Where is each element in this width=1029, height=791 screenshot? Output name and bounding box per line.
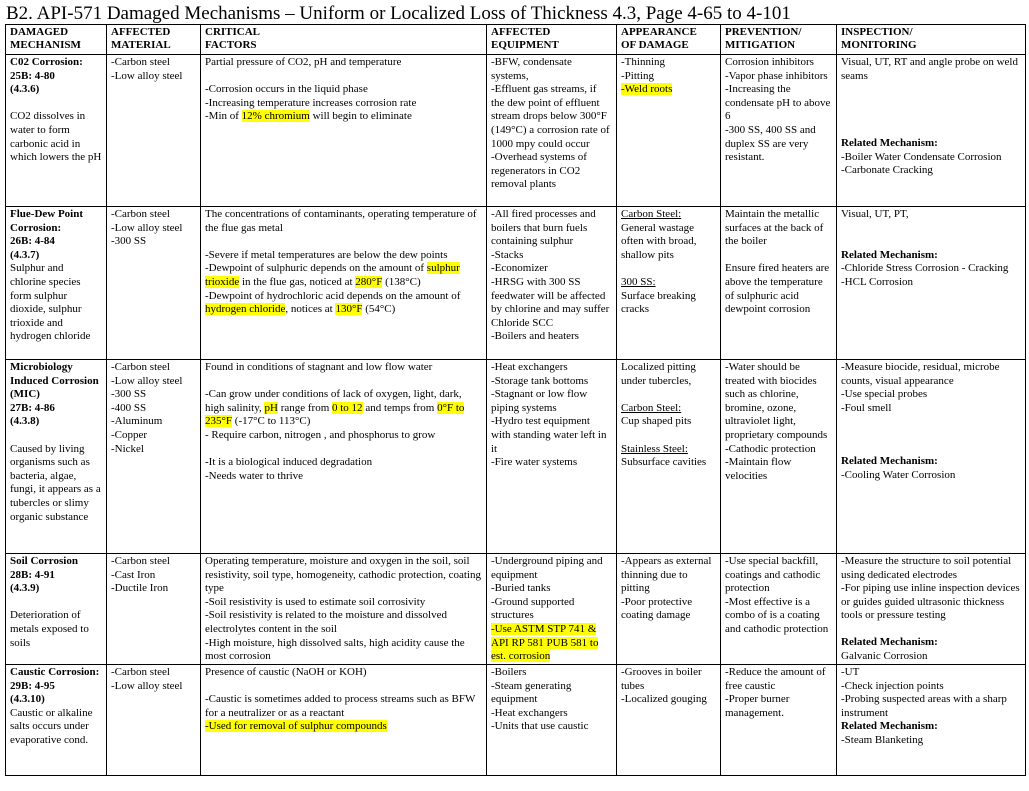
factors-cell: The concentrations of contaminants, operating temperature of the flue gas metal -Severe if metal temperatures are below the dew points -Dewpoint of sulphuric depends on the amount of sulphur trioxide in the flue gas, noticed at 280°F (138°C) -Dewpoint of hydrochloric acid depends on the amount of hydrogen chloride, notices at 130°F (54°C) [201,207,487,360]
inspection-cell: -UT -Check injection points -Probing suspected areas with a sharp instrument Related Mechanism: -Steam Blanketing [837,665,1026,776]
mechanism-cell: Flue-Dew Point Corrosion: 26B: 4-84 (4.3.7) Sulphur and chlorine species form sulphur dioxide, sulphur trioxide and hydrogen chloride [6,207,107,360]
material-cell: -Carbon steel -Low alloy steel [107,665,201,776]
equipment-cell: -BFW, condensate systems, -Effluent gas streams, if the dew point of effluent stream drops below 300°F (149°C) a corrosion rate of 1000 mpy could occur -Overhead systems of regenerators in CO2 removal plants [487,55,617,207]
header-equipment: AFFECTED EQUIPMENT [487,25,617,55]
highlight: -Use ASTM STP 741 & API RP 581 PUB 581 to est. corrosion [491,622,599,663]
header-inspection: INSPECTION/ MONITORING [837,25,1026,55]
material-cell: -Carbon steel -Low alloy steel [107,55,201,207]
damage-mechanisms-table [5,24,1026,776]
highlight: 0°F to 235°F [205,401,465,428]
prevention-cell: -Water should be treated with biocides such as chlorine, bromine, ozone, ultraviolet light, proprietary compounds -Cathodic protection -Maintain flow velocities [721,360,837,554]
mechanism-cell: Soil Corrosion 28B: 4-91 (4.3.9) Deterioration of metals exposed to soils [6,554,107,665]
highlight: -Used for removal of sulphur compounds [205,720,387,733]
highlight: -Weld roots [621,83,673,96]
table-row [6,554,1026,665]
prevention-cell: -Use special backfill, coatings and cathodic protection -Most effective is a combo of is a coating and cathodic protection [721,554,837,665]
inspection-cell: -Measure biocide, residual, microbe counts, visual appearance -Use special probes -Foul smell Related Mechanism: -Cooling Water Corrosion [837,360,1026,554]
prevention-cell: Maintain the metallic surfaces at the back of the boiler Ensure fired heaters are above the temperature of sulphuric acid dewpoint corrosion [721,207,837,360]
mechanism-cell: Caustic Corrosion: 29B: 4-95 (4.3.10) Caustic or alkaline salts occurs under evaporative cond. [6,665,107,776]
inspection-cell: Visual, UT, PT, Related Mechanism: -Chloride Stress Corrosion - Cracking -HCL Corrosion [837,207,1026,360]
header-appearance: APPEARANCE OF DAMAGE [617,25,721,55]
factors-cell: Operating temperature, moisture and oxygen in the soil, soil resistivity, soil type, homogeneity, cathodic protection, coating type -Soil resistivity is used to estimate soil corrosivity -Soil resistivity is related to the moisture and dissolved electrolytes content in the soil -High moisture, high dissolved salts, high acidity cause the most corrosion [201,554,487,665]
appearance-cell: -Grooves in boiler tubes -Localized gouging [617,665,721,776]
equipment-cell: -Boilers -Steam generating equipment -Heat exchangers -Units that use caustic [487,665,617,776]
header-prevention: PREVENTION/ MITIGATION [721,25,837,55]
equipment-cell: -Underground piping and equipment -Buried tanks -Ground supported structures -Use ASTM STP 741 & API RP 581 PUB 581 to est. corrosion [487,554,617,665]
header-material: AFFECTED MATERIAL [107,25,201,55]
prevention-cell: Corrosion inhibitors -Vapor phase inhibitors -Increasing the condensate pH to above 6 -300 SS, 400 SS and duplex SS are very resistant. [721,55,837,207]
table-row [6,207,1026,360]
appearance-cell: Localized pitting under tubercles, Carbon Steel: Cup shaped pits Stainless Steel: Subsurface cavities [617,360,721,554]
table-row [6,55,1026,207]
header-mechanism: DAMAGED MECHANISM [6,25,107,55]
header-row [6,25,1026,55]
highlight: 280°F [355,275,383,288]
appearance-cell: -Thinning -Pitting -Weld roots [617,55,721,207]
factors-cell: Partial pressure of CO2, pH and temperature -Corrosion occurs in the liquid phase -Increasing temperature increases corrosion rate -Min of 12% chromium will begin to eliminate [201,55,487,207]
mechanism-cell: C02 Corrosion: 25B: 4-80 (4.3.6) CO2 dissolves in water to form carbonic acid in which lowers the pH [6,55,107,207]
equipment-cell: -All fired processes and boilers that burn fuels containing sulphur -Stacks -Economizer -HRSG with 300 SS feedwater will be affected by chlorine and may suffer Chloride SCC -Boilers and heaters [487,207,617,360]
prevention-cell: -Reduce the amount of free caustic -Proper burner management. [721,665,837,776]
material-cell: -Carbon steel -Low alloy steel -300 SS [107,207,201,360]
factors-cell: Found in conditions of stagnant and low flow water -Can grow under conditions of lack of oxygen, light, dark, high salinity, pH range from 0 to 12 and temps from 0°F to 235°F (-17°C to 113°C) - Require carbon, nitrogen , and phosphorus to grow -It is a biological induced degradation -Needs water to thrive [201,360,487,554]
appearance-cell: Carbon Steel: General wastage often with broad, shallow pits 300 SS: Surface breaking cracks [617,207,721,360]
material-cell: -Carbon steel -Cast Iron -Ductile Iron [107,554,201,665]
mechanism-cell: Microbiology Induced Corrosion (MIC) 27B: 4-86 (4.3.8) Caused by living organisms such as bacteria, algae, fungi, it appears as a tubercles or slimy organic substance [6,360,107,554]
table-row [6,360,1026,554]
header-factors: CRITICAL FACTORS [201,25,487,55]
highlight: hydrogen chloride [205,303,286,316]
appearance-cell: -Appears as external thinning due to pitting -Poor protective coating damage [617,554,721,665]
highlight: 12% chromium [241,110,310,123]
factors-cell: Presence of caustic (NaOH or KOH) -Caustic is sometimes added to process streams such as BFW for a neutralizer or as a reactant -Used for removal of sulphur compounds [201,665,487,776]
highlight: 0 to 12 [332,401,363,414]
highlight: sulphur trioxide [205,262,460,288]
table-row [6,665,1026,776]
inspection-cell: Visual, UT, RT and angle probe on weld seams Related Mechanism: -Boiler Water Condensate Corrosion -Carbonate Cracking [837,55,1026,207]
highlight: pH [264,401,278,414]
material-cell: -Carbon steel -Low alloy steel -300 SS -400 SS -Aluminum -Copper -Nickel [107,360,201,554]
equipment-cell: -Heat exchangers -Storage tank bottoms -Stagnant or low flow piping systems -Hydro test equipment with standing water left in it -Fire water systems [487,360,617,554]
inspection-cell: -Measure the structure to soil potential using dedicated electrodes -For piping use inline inspection devices or guides guided ultrasonic thickness tools or pressure testing Related Mechanism: Galvanic Corrosion [837,554,1026,665]
highlight: 130°F [335,303,363,316]
page-title: B2. API-571 Damaged Mechanisms – Uniform or Localized Loss of Thickness 4.3, Page 4-65 to 4-101 [6,3,791,24]
